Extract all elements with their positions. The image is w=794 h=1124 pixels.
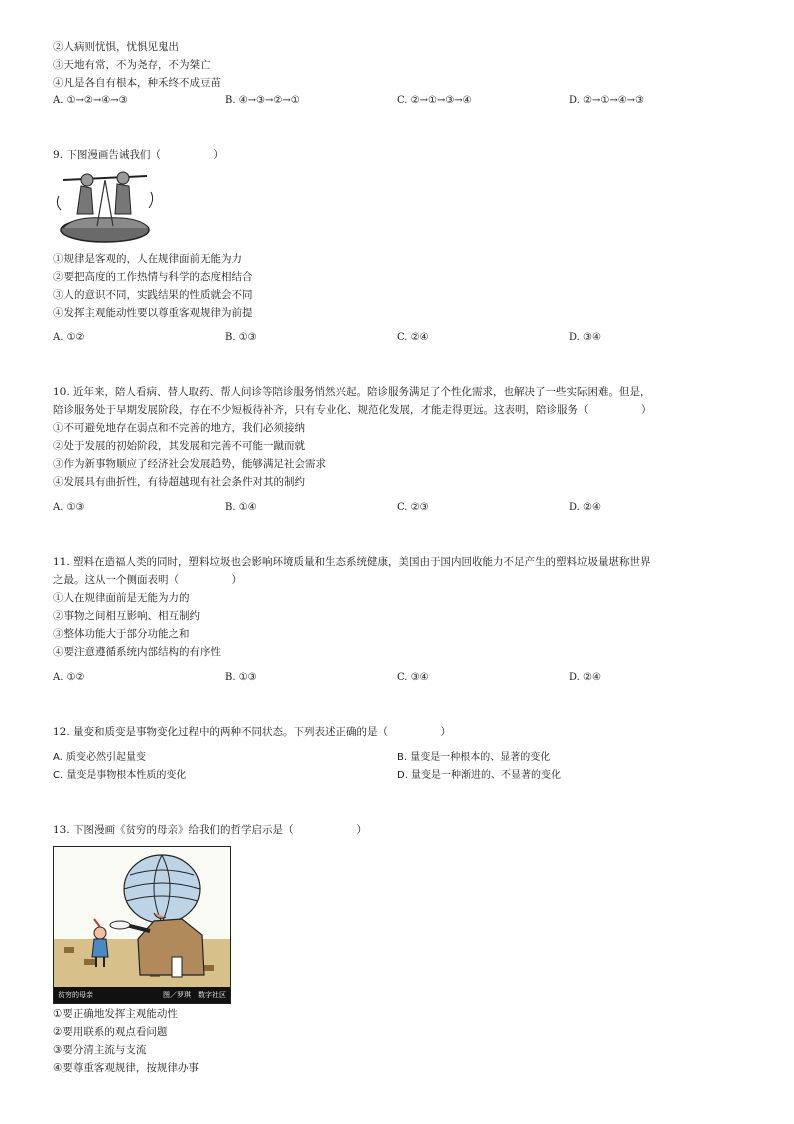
q11-item-2: ②事物之间相互影响、相互制约	[53, 610, 200, 622]
q13-item-2: ②要用联系的观点看问题	[53, 1026, 168, 1038]
q9-item-4: ④发挥主观能动性要以尊重客观规律为前提	[53, 307, 253, 319]
q13-stem: 13. 下图漫画《贫穷的母亲》给我们的哲学启示是（ ）	[53, 824, 368, 836]
q11-option-c: C. ③④	[397, 672, 429, 683]
q9-option-c: C. ②④	[397, 332, 429, 343]
q10-item-1: ①不可避免地存在弱点和不完善的地方，我们必须接纳	[53, 422, 305, 434]
q11-option-b: B. ①③	[225, 672, 257, 683]
q10-item-2: ②处于发展的初始阶段，其发展和完善不可能一蹴而就	[53, 440, 305, 452]
q13-item-3: ③要分清主流与支流	[53, 1044, 147, 1056]
q11-item-1: ①人在规律面前是无能为力的	[53, 592, 190, 604]
q11-option-a: A. ①②	[53, 672, 85, 683]
q8-item-2: ②人病则忧惧，忧惧见鬼出	[53, 41, 179, 53]
q10-option-d: D. ②④	[569, 502, 601, 513]
q11-item-4: ④要注意遵循系统内部结构的有序性	[53, 646, 221, 658]
q9-item-2: ②要把高度的工作热情与科学的态度相结合	[53, 271, 253, 283]
q9-option-a: A. ①②	[53, 332, 85, 343]
q12-option-a: A. 质变必然引起量变	[53, 752, 147, 763]
q11-option-d: D. ②④	[569, 672, 601, 683]
q10-option-c: C. ②③	[397, 502, 429, 513]
q8-option-d: D. ②→①→④→③	[569, 95, 645, 106]
q9-stem: 9. 下图漫画告诫我们（ ）	[53, 149, 224, 161]
q11-stem-line-2: 之最。这从一个侧面表明（ ）	[53, 574, 242, 586]
q10-stem-line-2: 陪诊服务处于早期发展阶段，存在不少短板待补齐，只有专业化、规范化发展，才能走得更远。这表明，陪诊服务（ ）	[53, 404, 652, 416]
q9-cartoon-image	[53, 166, 157, 246]
q9-option-d: D. ③④	[569, 332, 601, 343]
q13-caption-title: 贫穷的母亲	[58, 991, 93, 999]
q8-item-3: ③天地有常，不为尧存，不为桀亡	[53, 59, 211, 71]
q12-option-c: C. 量变是事物根本性质的变化	[53, 770, 187, 781]
q8-item-4: ④凡是各自有根本，种禾终不成豆苗	[53, 77, 221, 89]
q8-option-a: A. ①→②→④→③	[53, 95, 128, 106]
q8-option-b: B. ④→③→②→①	[225, 95, 300, 106]
q13-item-4: ④要尊重客观规律，按规律办事	[53, 1062, 199, 1074]
q10-item-3: ③作为新事物顺应了经济社会发展趋势，能够满足社会需求	[53, 458, 326, 470]
q10-option-b: B. ①④	[225, 502, 257, 513]
q8-option-c: C. ②→①→③→④	[397, 95, 472, 106]
q9-option-b: B. ①③	[225, 332, 257, 343]
q9-item-1: ①规律是客观的，人在规律面前无能为力	[53, 253, 242, 265]
q10-stem-line-1: 10. 近年来，陪人看病、替人取药、帮人问诊等陪诊服务悄然兴起。陪诊服务满足了个性化需求，也解决了一些实际困难。但是，	[53, 386, 651, 398]
q11-item-3: ③整体功能大于部分功能之和	[53, 628, 190, 640]
q13-item-1: ①要正确地发挥主观能动性	[53, 1008, 178, 1020]
q13-cartoon-image	[53, 846, 231, 1004]
q10-item-4: ④发展具有曲折性，有待超越现有社会条件对其的制约	[53, 476, 305, 488]
q10-option-a: A. ①③	[53, 502, 85, 513]
q13-caption-credit: 图／罗琪 数字社区	[163, 991, 226, 999]
q9-item-3: ③人的意识不同，实践结果的性质就会不同	[53, 289, 253, 301]
q11-stem-line-1: 11. 塑料在造福人类的同时，塑料垃圾也会影响环境质量和生态系统健康，美国由于国内回收能力不足产生的塑料垃圾量堪称世界	[53, 556, 651, 568]
q12-stem: 12. 量变和质变是事物变化过程中的两种不同状态。下列表述正确的是（ ）	[53, 726, 452, 738]
q12-option-b: B. 量变是一种根本的、显著的变化	[397, 752, 551, 763]
q12-option-d: D. 量变是一种渐进的、不显著的变化	[397, 770, 562, 781]
